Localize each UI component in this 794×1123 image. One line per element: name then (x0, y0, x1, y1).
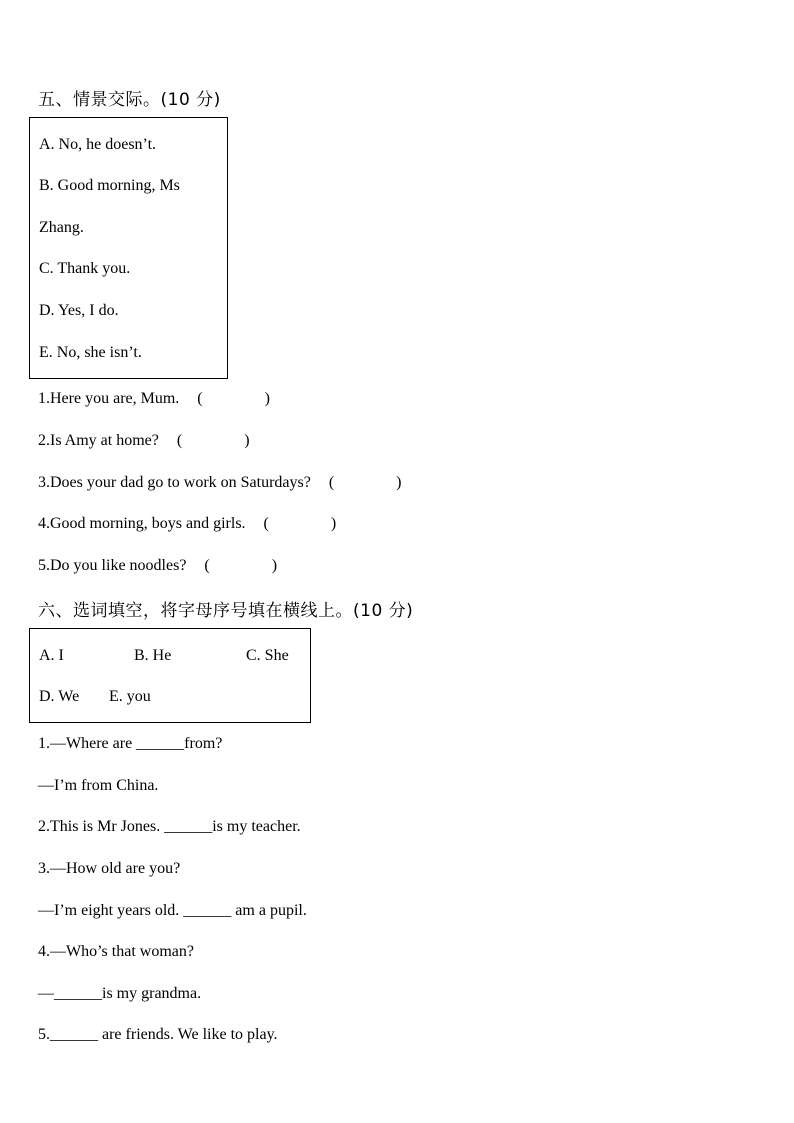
fill-blank-3[interactable]: ______ (183, 902, 232, 919)
fill-q4-answer (38, 985, 201, 1003)
fill-q3-answer (38, 902, 307, 920)
option-d: D. Yes, I do. (39, 302, 119, 319)
word-d: D. We (39, 688, 80, 705)
fill-q3-text-end: am a pupil. (231, 902, 307, 919)
fill-q5 (38, 1026, 278, 1044)
fill-blank-2[interactable]: ______ (164, 818, 213, 835)
question-5 (38, 557, 277, 575)
option-c: C. Thank you. (39, 260, 131, 277)
answer-paren-1[interactable]: ( ) (197, 390, 270, 407)
question-5-text: 5.Do you like noodles? (38, 557, 187, 574)
fill-q2-text-end: is my teacher. (212, 818, 301, 835)
fill-blank-4[interactable]: ______ (54, 985, 102, 1002)
section6-word-box (29, 628, 311, 723)
fill-q2-text: 2.This is Mr Jones. (38, 818, 165, 835)
option-b-continued: Zhang. (39, 219, 84, 236)
fill-q1-answer: —I’m from China. (38, 777, 159, 794)
answer-paren-2[interactable]: ( ) (176, 432, 250, 449)
question-1-text: 1.Here you are, Mum. (38, 390, 180, 407)
fill-q1-text: 1.—Where are (38, 735, 137, 752)
section6-heading: 六、选词填空，将字母序号填在横线上。(10 分) (38, 601, 414, 621)
fill-q3-question: 3.—How old are you? (38, 860, 181, 877)
fill-q3-text: —I’m eight years old. (38, 902, 184, 919)
word-e: E. you (109, 688, 151, 705)
word-c: C. She (246, 647, 289, 664)
section5-heading: 五、情景交际。(10 分) (38, 90, 221, 110)
fill-q4-dash: — (38, 985, 54, 1002)
word-a: A. I (39, 647, 64, 664)
question-2-text: 2.Is Amy at home? (38, 432, 159, 449)
fill-q4-text-end: is my grandma. (102, 985, 202, 1002)
answer-paren-5[interactable]: ( ) (204, 557, 278, 574)
question-4 (38, 515, 336, 533)
option-b: B. Good morning, Ms (39, 177, 180, 194)
fill-blank-5[interactable]: ______ (50, 1026, 98, 1043)
answer-paren-4[interactable]: ( ) (263, 515, 337, 532)
answer-paren-3[interactable]: ( ) (328, 474, 402, 491)
section5-options-box (29, 117, 228, 379)
question-1 (38, 390, 270, 408)
fill-q5-text-end: are friends. We like to play. (98, 1026, 278, 1043)
option-a: A. No, he doesn’t. (39, 136, 157, 153)
fill-q5-number: 5. (38, 1026, 50, 1043)
fill-q4-question: 4.—Who’s that woman? (38, 943, 194, 960)
fill-q1-question (38, 735, 222, 753)
question-3-text: 3.Does your dad go to work on Saturdays? (38, 474, 311, 491)
fill-blank-1[interactable]: ______ (136, 735, 185, 752)
fill-q2 (38, 818, 301, 836)
fill-q1-text-end: from? (184, 735, 223, 752)
question-2 (38, 432, 250, 450)
question-3 (38, 474, 402, 492)
question-4-text: 4.Good morning, boys and girls. (38, 515, 246, 532)
word-b: B. He (134, 647, 172, 664)
option-e: E. No, she isn’t. (39, 344, 142, 361)
